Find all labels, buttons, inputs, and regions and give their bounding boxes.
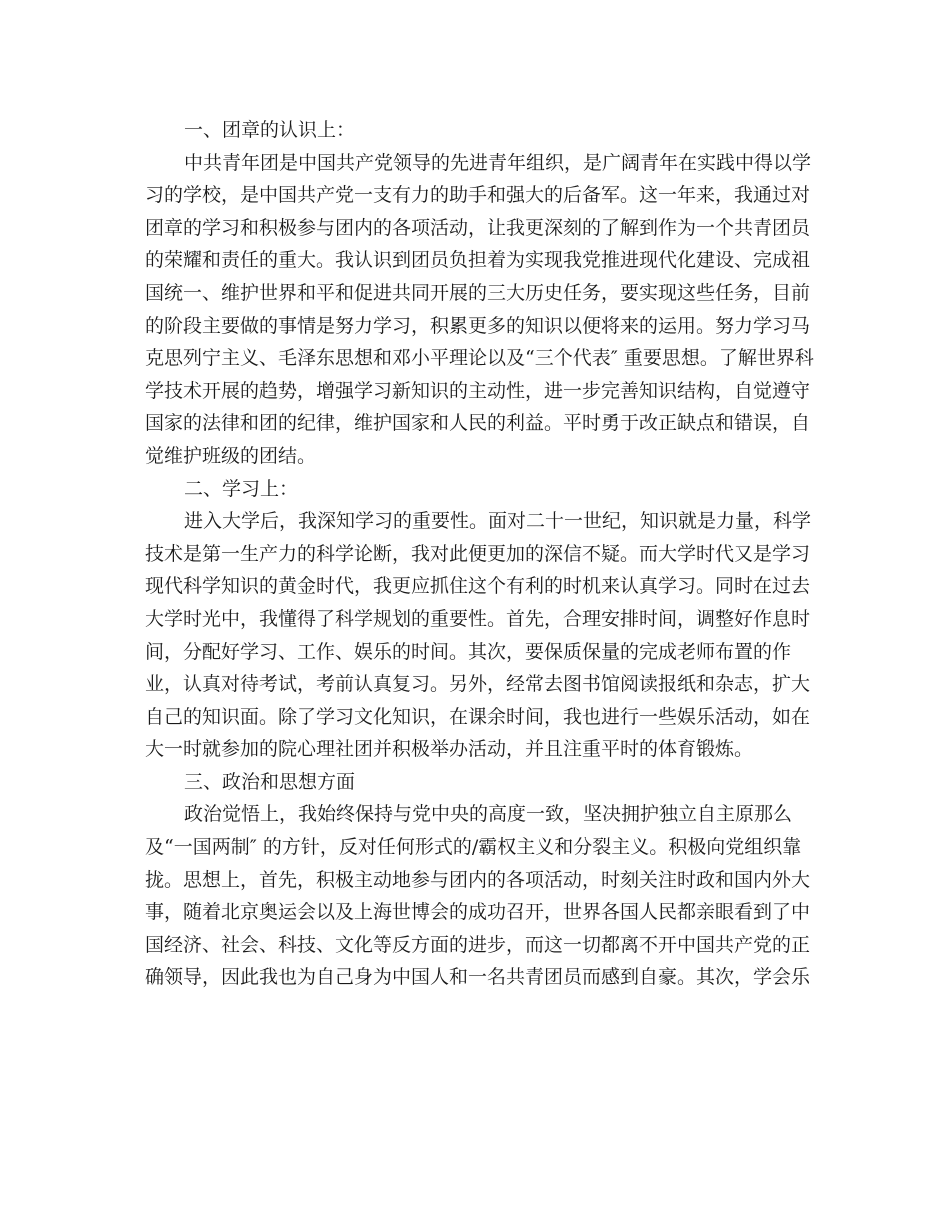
text-line: 中共青年团是中国共产党领导的先进青年组织，是广阔青年在实践中得以学 [184,151,812,174]
text-line: 国统一、维护世界和平和促进共同开展的三大历史任务，要实现这些任务，目前 [145,281,811,304]
text-line: 进入大学后，我深知学习的重要性。面对二十一世纪，知识就是力量，科学 [184,510,812,533]
text-line: 自己的知识面。除了学习文化知识，在课余时间，我也进行一些娱乐活动，如在 [145,705,811,728]
text-line: 业，认真对待考试，考前认真复习。另外，经常去图书馆阅读报纸和杂志，扩大 [145,673,811,696]
text-line: 的荣耀和责任的重大。我认识到团员负担着为实现我党推进现代化建设、完成祖 [145,249,811,272]
text-line: 及“一国两制″ 的方针，反对任何形式的/霸权主义和分裂主义。积极向党组织靠 [145,836,802,859]
section-heading-politics-thought: 三、政治和思想方面 [184,770,356,793]
text-line: 觉维护班级的团结。 [145,444,317,467]
text-line: 国家的法律和团的纪律，维护国家和人民的利益。平时勇于改正缺点和错误，自 [145,412,811,435]
text-line: 的阶段主要做的事情是努力学习，积累更多的知识以便将来的运用。努力学习马 [145,314,811,337]
text-line: 间，分配好学习、工作、娱乐的时间。其次，要保质保量的完成老师布置的作 [145,640,792,663]
document-body [145,114,814,994]
text-line: 确领导，因此我也为自己身为中国人和一名共青团员而感到自豪。其次，学会乐 [145,966,811,989]
text-line: 习的学校，是中国共产党一支有力的助手和强大的后备军。这一年来，我通过对 [145,184,811,207]
text-line: 团章的学习和积极参与团内的各项活动，让我更深刻的了解到作为一个共青团员 [145,216,811,239]
text-line: 现代科学知识的黄金时代，我更应抓住这个有利的时机来认真学习。同时在过去 [145,575,811,598]
text-line: 事，随着北京奥运会以及上海世博会的成功召开，世界各国人民都亲眼看到了中 [145,901,811,924]
text-line: 大学时光中，我懂得了科学规划的重要性。首先，合理安排时间，调整好作息时 [145,607,811,630]
text-line: 学技术开展的趋势，增强学习新知识的主动性，进一步完善知识结构，自觉遵守 [145,379,811,402]
text-line: 克思列宁主义、毛泽东思想和邓小平理论以及“三个代表″ 重要思想。了解世界科 [145,347,814,370]
text-line: 拢。思想上，首先，积极主动地参与团内的各项活动，时刻关注时政和国内外大 [145,868,811,891]
text-line: 国经济、社会、科技、文化等反方面的进步，而这一切都离不开中国共产党的正 [145,933,811,956]
text-line: 大一时就参加的院心理社团并积极举办活动，并且注重平时的体育锻炼。 [145,738,754,761]
section-heading-study: 二、学习上： [184,477,299,500]
text-line: 技术是第一生产力的科学论断，我对此便更加的深信不疑。而大学时代又是学习 [145,542,811,565]
text-line: 政治觉悟上，我始终保持与党中央的高度一致，坚决拥护独立自主原那么 [184,803,793,826]
section-heading-league-charter: 一、团章的认识上： [184,119,356,141]
